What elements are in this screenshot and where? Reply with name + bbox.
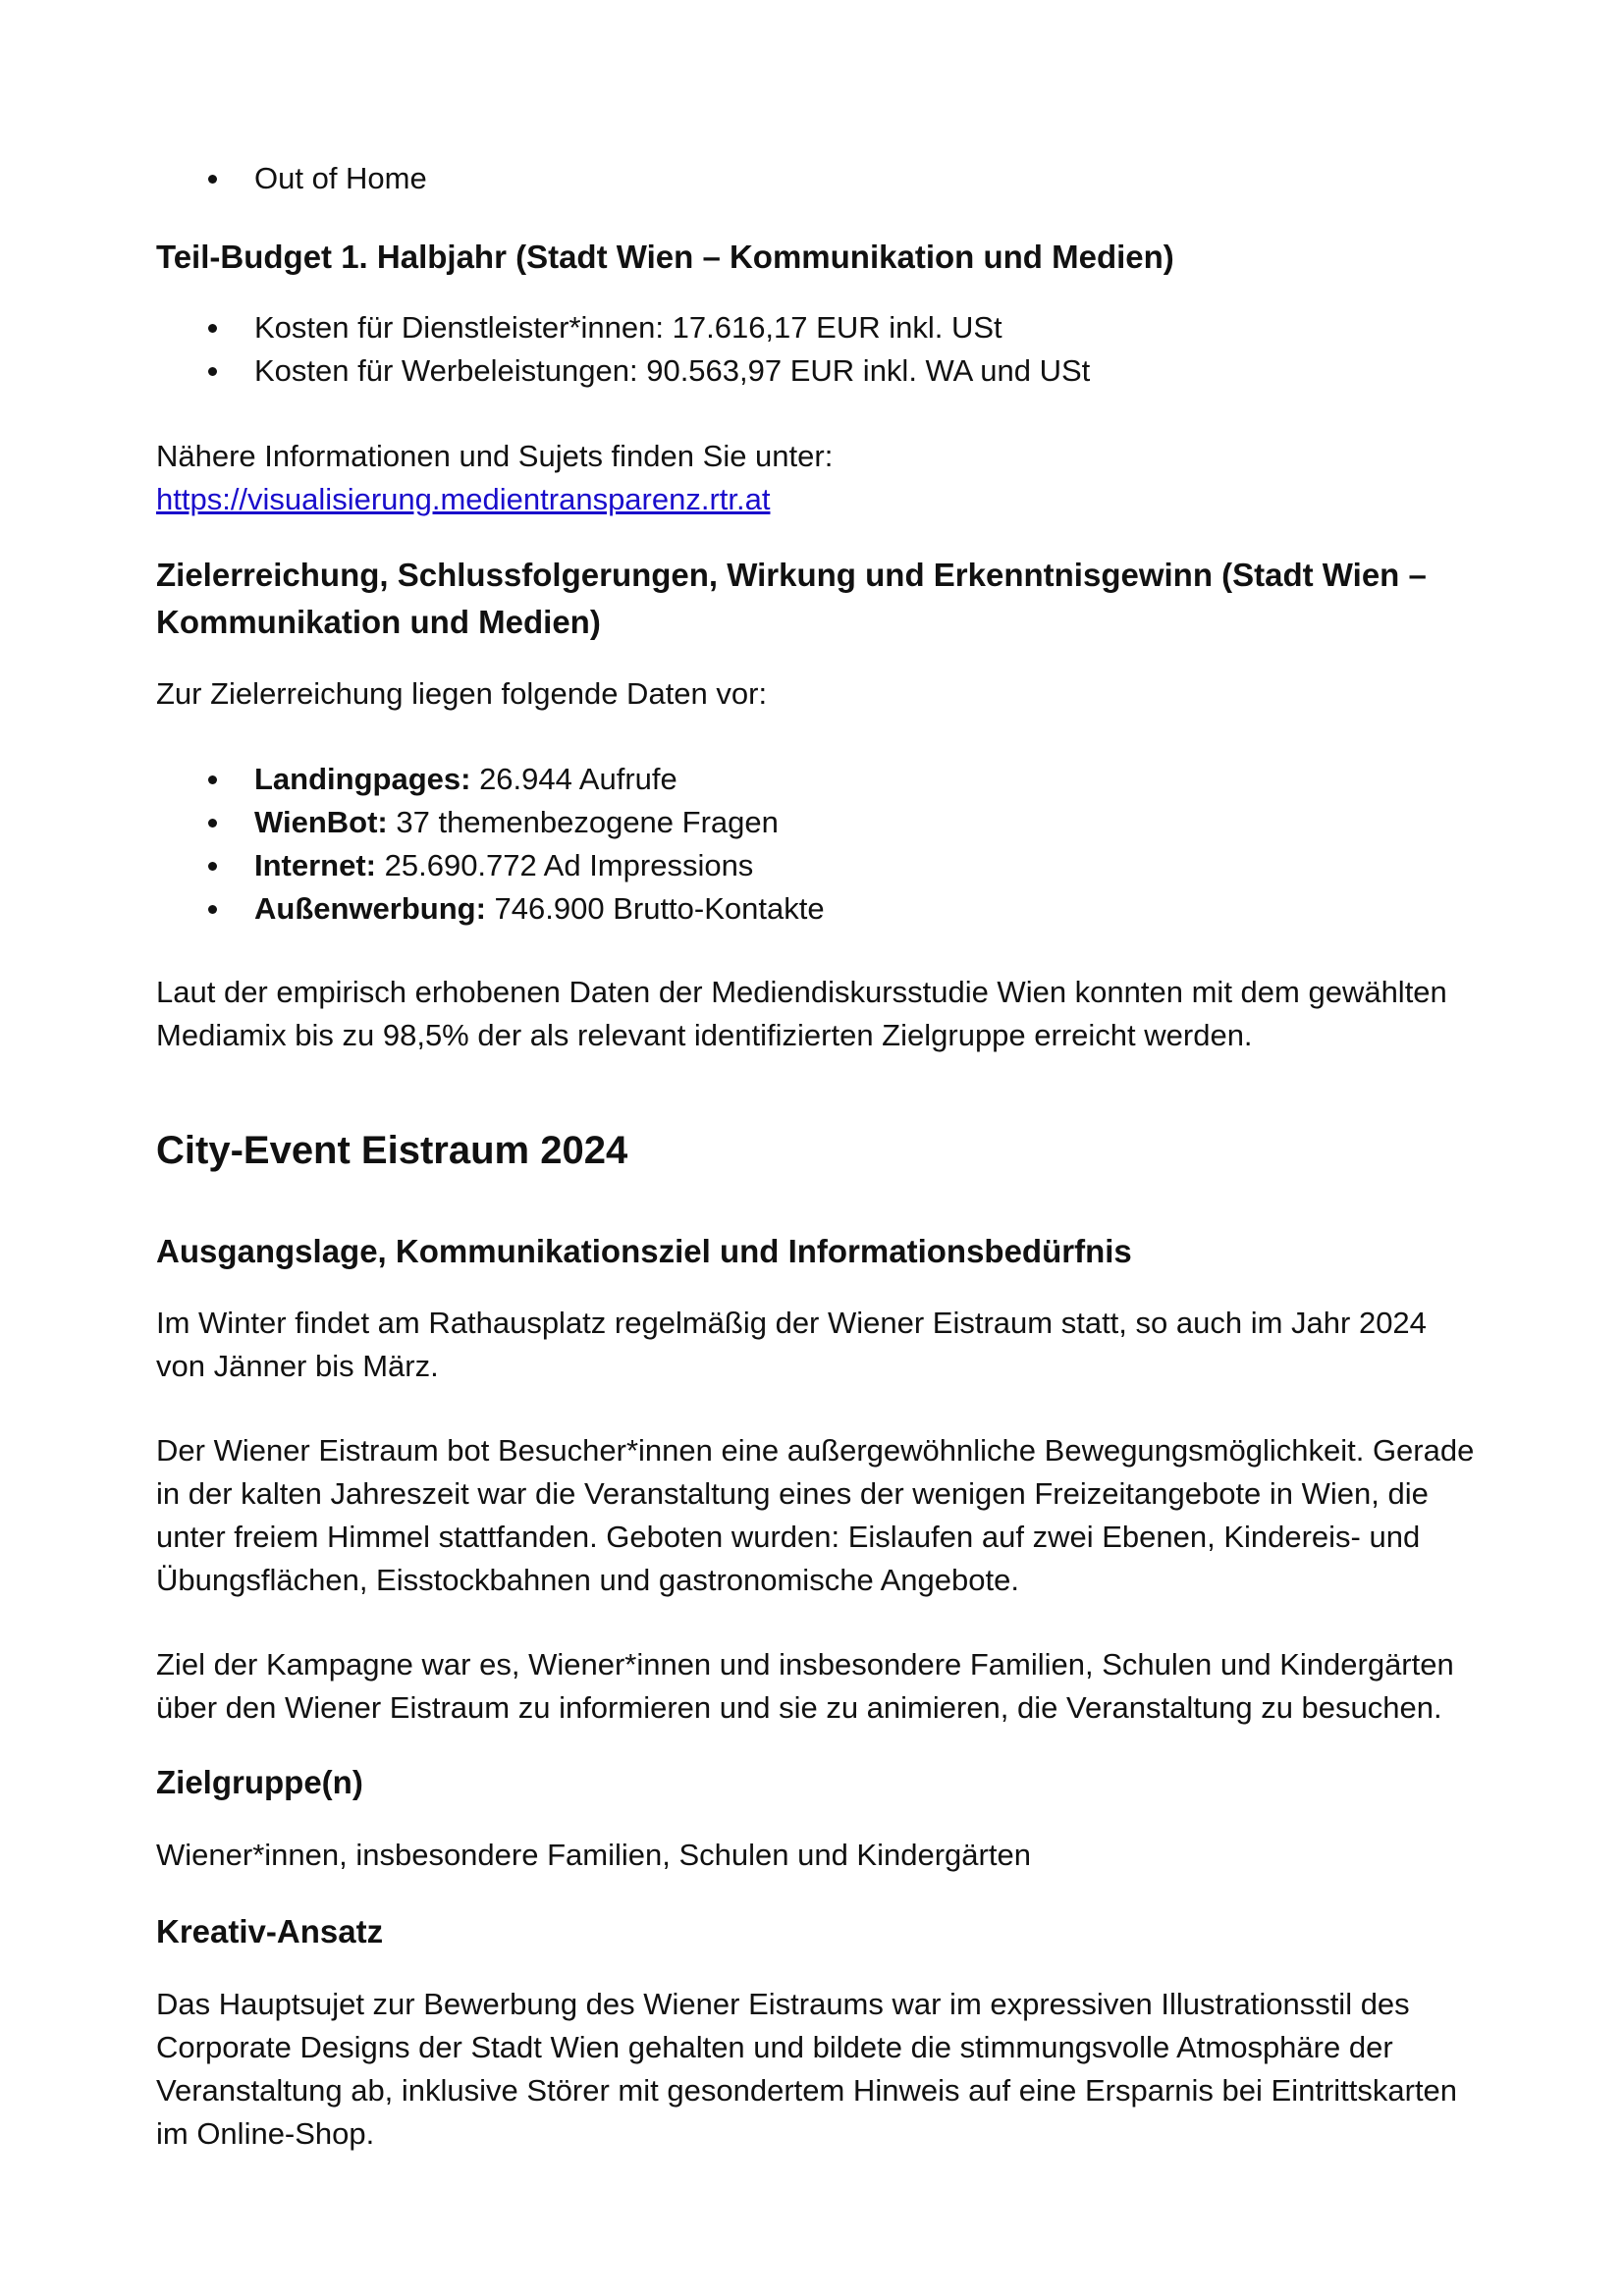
metric-value: 37 themenbezogene Fragen xyxy=(387,805,779,839)
list-item: Kosten für Werbeleistungen: 90.563,97 EUR inkl. WA und USt xyxy=(156,349,1482,393)
bullet-icon xyxy=(208,905,217,914)
bullet-icon xyxy=(208,324,217,333)
kreativ-heading: Kreativ-Ansatz xyxy=(156,1913,384,1949)
metric-label: Außenwerbung: xyxy=(254,891,486,926)
kreativ-text: Das Hauptsujet zur Bewerbung des Wiener Eistraums war im expressiven Illustrationsstil des Corporate Designs der Stadt Wien gehalten und bildete die stimmungsvolle Atmosphäre der Veranstaltung ab, inklusive Störer mit gesondertem Hinweis auf eine Ersparnis bei Eintrittskarten im Online-Shop. xyxy=(156,1987,1458,2151)
ausgangslage-paragraph-3: Ziel der Kampagne war es, Wiener*innen und insbesondere Familien, Schulen und Kindergärten über den Wiener Eistraum zu informieren und sie zu animieren, die Veranstaltung zu besuchen. xyxy=(156,1647,1454,1725)
budget-list xyxy=(156,306,1482,393)
metric-label: Internet: xyxy=(254,848,376,882)
bullet-icon xyxy=(208,775,217,784)
list-item xyxy=(156,758,1482,801)
bullet-icon xyxy=(208,819,217,828)
info-text: Nähere Informationen und Sujets finden Sie unter: xyxy=(156,439,834,473)
bullet-icon xyxy=(208,862,217,871)
list-item xyxy=(156,801,1482,844)
metric-value: 746.900 Brutto-Kontakte xyxy=(485,891,825,926)
list-item xyxy=(156,887,1482,931)
zielerreichung-intro: Zur Zielerreichung liegen folgende Daten vor: xyxy=(156,676,768,711)
metric-label: Landingpages: xyxy=(254,762,471,796)
section-title: City-Event Eistraum 2024 xyxy=(156,1129,628,1172)
list-item: Kosten für Dienstleister*innen: 17.616,17 EUR inkl. USt xyxy=(156,306,1482,349)
top-bullet-list xyxy=(156,157,1482,200)
metric-value: 26.944 Aufrufe xyxy=(470,762,677,796)
zielgruppe-text: Wiener*innen, insbesondere Familien, Schulen und Kindergärten xyxy=(156,1838,1031,1872)
bullet-icon xyxy=(208,367,217,376)
ausgangslage-heading: Ausgangslage, Kommunikationsziel und Informationsbedürfnis xyxy=(156,1233,1132,1269)
zielerreichung-list xyxy=(156,758,1482,931)
list-item xyxy=(156,844,1482,887)
zielgruppe-heading: Zielgruppe(n) xyxy=(156,1764,363,1800)
zielerreichung-conclusion: Laut der empirisch erhobenen Daten der Mediendiskursstudie Wien konnten mit dem gewählten Mediamix bis zu 98,5% der als relevant identifizierten Zielgruppe erreicht werden. xyxy=(156,975,1447,1052)
bullet-icon xyxy=(208,175,217,184)
ausgangslage-paragraph-1: Im Winter findet am Rathausplatz regelmäßig der Wiener Eistraum statt, so auch im Jahr 2024 von Jänner bis März. xyxy=(156,1306,1427,1383)
metric-value: 25.690.772 Ad Impressions xyxy=(376,848,754,882)
list-item: Out of Home xyxy=(156,157,1482,200)
zielerreichung-heading: Zielerreichung, Schlussfolgerungen, Wirkung und Erkenntnisgewinn (Stadt Wien – Kommunikation und Medien) xyxy=(156,557,1427,640)
metric-label: WienBot: xyxy=(254,805,388,839)
medientransparenz-link[interactable]: https://visualisierung.medientransparenz.rtr.at xyxy=(156,482,771,516)
budget-heading: Teil-Budget 1. Halbjahr (Stadt Wien – Kommunikation und Medien) xyxy=(156,239,1174,275)
info-link-line xyxy=(156,478,1482,521)
ausgangslage-paragraph-2: Der Wiener Eistraum bot Besucher*innen eine außergewöhnliche Bewegungsmöglichkeit. Gerade in der kalten Jahreszeit war die Veranstaltung eines der wenigen Freizeitangebote in Wien, die unter freiem Himmel stattfanden. Geboten wurden: Eislaufen auf zwei Ebenen, Kindereis- und Übungsflächen, Eisstockbahnen und gastronomische Angebote. xyxy=(156,1433,1475,1597)
